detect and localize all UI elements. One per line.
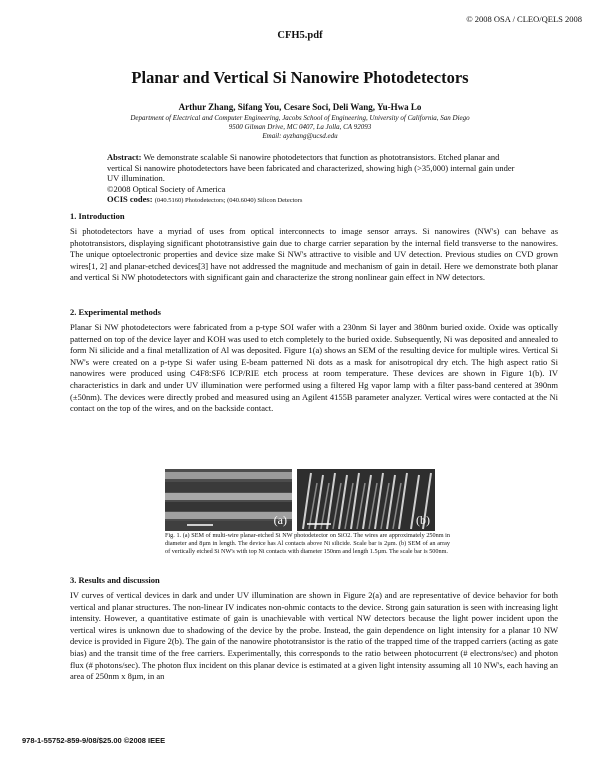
affiliation-line-2: 9500 Gilman Drive, MC 0407, La Jolla, CA 92093 [228, 123, 372, 131]
figure-1 [0, 469, 600, 531]
panel-a-label: (a) [273, 513, 287, 527]
affiliation-email: Email: ayzhang@ucsd.edu [262, 132, 338, 140]
ocis-label: OCIS codes: [107, 194, 153, 205]
affiliation [0, 114, 600, 141]
affiliation-line-1: Department of Electrical and Computer Engineering, Jacobs School of Engineering, University of California, San Diego [130, 114, 470, 122]
section-3-heading: 3. Results and discussion [70, 575, 160, 585]
panel-b-label: (b) [416, 513, 430, 527]
author-list: Arthur Zhang, Sifang You, Cesare Soci, Deli Wang, Yu-Hwa Lo [178, 102, 422, 112]
abstract-label: Abstract: [107, 152, 142, 162]
vertical-wires-image [297, 469, 435, 531]
abstract-text: We demonstrate scalable Si nanowire photodetectors that function as phototransistors. Etched planar and vertical Si nanowire photodetectors have been fabricated and characterized, showing high (>35,000) internal gain under UV illumination. [107, 152, 515, 184]
figure-1-caption: Fig. 1. (a) SEM of multi-wire planar-etched Si NW photodetector on SiO2. The wires are approximately 250nm in diameter and 8µm in length. The device has Al contacts above Ni silicide. Scale bar is 2µm. (b) SEM of an array of vertically etched Si NW's with top Ni contacts with diameter 150nm and length 1.5µm. The scale bar is 500nm. [165, 532, 450, 556]
footer-isbn: 978-1-55752-859-9/08/$25.00 ©2008 IEEE [22, 736, 166, 745]
paper-title: Planar and Vertical Si Nanowire Photodetectors [131, 68, 469, 87]
section-2-text: Planar Si NW photodetectors were fabricated from a p-type SOI wafer with a 230nm Si layer and 380nm buried oxide. Oxide was optically patterned on top of the device layer and KOH was used to etch completely to the buried oxide. Subsequently, Ni was deposited and annealed to form Ni silicide and a final metallization of Al was deposited. Figure 1(a) shows an SEM of the resulting device for multiple wires. Vertical Si NW's were created on a p-type Si wafer using E-beam patterned Ni dots as a mask for anisotropical dry etch. The high aspect ratio Si nanowires were produced using C4F8:SF6 ICP/RIE etch process at room temperature. These devices are shown in Figure 1(b). IV characteristics in dark and under UV illumination were performed using a filtered Hg vapor lamp with a filter pass-band centered at 390nm (±50nm). The devices were directly probed and measured using an Agilent 4155B parameter analyzer. Vertical wires were contacted at the Ni contact on the top of the wires, and on the backside contact. [70, 322, 558, 414]
document-id: CFH5.pdf [277, 30, 323, 41]
section-1-text: Si photodetectors have a myriad of uses from optical interconnects to image sensor arrays. Si nanowires (NW's) can behave as phototransistors, displaying significant phototransistive gain due to charge carrier separation by the internal field transverse to the nanowires. The unique optoelectronic properties and device size make Si NW's attractive to visible and UV detection. Previous studies on CVD grown wires[1, 2] and planar-etched devices[3] have not addressed the magnitude and mechanism of gain in detail. Here we demonstrate both planar and vertical Si NW photodetectors with significant gain and characterize the strong nonlinear gain effect in NW detectors. [70, 226, 558, 283]
section-2-heading: 2. Experimental methods [70, 307, 161, 317]
copyright-header: © 2008 OSA / CLEO/QELS 2008 [466, 14, 582, 24]
abstract-copyright: ©2008 Optical Society of America [107, 183, 226, 194]
section-1-heading: 1. Introduction [70, 211, 125, 221]
abstract-block [107, 152, 527, 207]
sem-panel-a [165, 469, 292, 531]
section-3-text: IV curves of vertical devices in dark and under UV illumination are shown in Figure 2(a) and are representative of device behavior for both vertical and planar structures. The non-linear IV indicates non-ohmic contacts to the device. Strong gain saturation is seen with increasing light intensity. However, a quantitative estimate of gain is unachievable with vertical NW detectors because the light power incident upon the vertical wires is unknown due to shadowing of the device by the probe. Instead, the gain dependence on light intensity for a planar 10 NW device is provided in Figure 2(b). The gain of the nanowire phototransistor is the ratio of the trapped time of the trapped carriers (acting as gate bias) and the transit time of the free carriers. Experimentally, this corresponds to the ratio between photocurrent (# electrons/sec) and photon flux (# photons/sec). The photon flux incident on this planar device is estimated at a given light intensity assuming all 10 NW's, each having an area of 250nm x 8µm, in an [70, 590, 558, 682]
sem-panel-b [297, 469, 435, 531]
ocis-codes: (040.5160) Photodetectors; (040.6040) Silicon Detectors [154, 197, 303, 205]
